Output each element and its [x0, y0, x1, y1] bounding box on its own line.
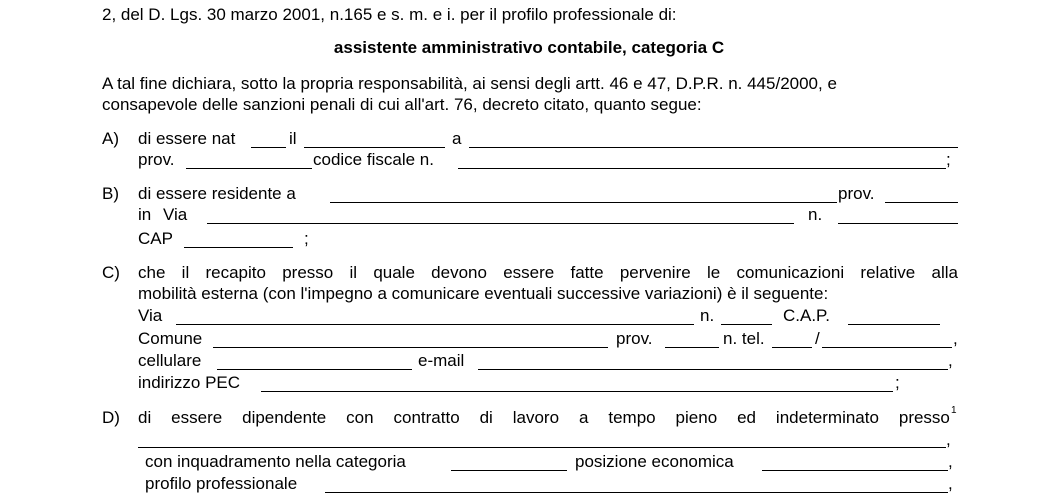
- employment-line-1-word: indeterminato: [775, 408, 879, 427]
- birth-prov-field[interactable]: [186, 168, 312, 169]
- birth-prov-label: prov.: [138, 150, 175, 169]
- contact-email-label: e-mail: [418, 351, 465, 370]
- employment-line-1-word: presso: [898, 408, 950, 427]
- birth-place-field[interactable]: [469, 147, 958, 148]
- birth-date-label: il: [289, 129, 297, 148]
- employer-comma: ,: [946, 430, 951, 449]
- contact-mobile-label: cellulare: [138, 351, 202, 370]
- employment-line-1-word: lavoro: [512, 408, 560, 427]
- birth-date-field[interactable]: [304, 147, 445, 148]
- employment-line-1-word: tempo: [608, 408, 656, 427]
- contact-line-1-word: alla: [931, 263, 958, 282]
- economic-position-label: posizione economica: [575, 452, 734, 471]
- contact-line-1-word: presso: [282, 263, 334, 282]
- tax-code-field[interactable]: [458, 168, 946, 169]
- professional-profile-label: profilo professionale: [145, 474, 298, 493]
- profile-heading: assistente amministrativo contabile, categoria C: [333, 38, 725, 57]
- contact-prov-field[interactable]: [665, 347, 719, 348]
- contact-cap-label: C.A.P.: [783, 306, 830, 325]
- economic-position-field[interactable]: [762, 470, 948, 471]
- contact-number-field[interactable]: [721, 324, 772, 325]
- footnote-marker: 1: [951, 405, 957, 416]
- residence-cap-field[interactable]: [184, 247, 293, 248]
- contact-line-1: [138, 263, 958, 283]
- residence-label: di essere residente a: [138, 184, 296, 203]
- contact-line-1-word: essere: [503, 263, 555, 282]
- employment-line-1-word: pieno: [675, 408, 718, 427]
- contact-via-label: Via: [138, 306, 163, 325]
- contact-line-1-word: relative: [860, 263, 916, 282]
- contact-tel-number-field[interactable]: [822, 347, 952, 348]
- employment-line-1-word: dipendente: [242, 408, 327, 427]
- tax-code-label: codice fiscale n.: [313, 150, 434, 169]
- employment-line-1-word: contratto: [393, 408, 460, 427]
- contact-line-1-word: le: [706, 263, 721, 282]
- item-letter-d: D): [102, 408, 120, 427]
- contact-pec-label: indirizzo PEC: [138, 373, 241, 392]
- contact-line-1-word: recapito: [205, 263, 266, 282]
- item-a-end: ;: [946, 150, 951, 169]
- residence-prov-label: prov.: [838, 184, 875, 203]
- professional-profile-comma: ,: [948, 474, 953, 493]
- employer-field[interactable]: [138, 447, 946, 448]
- residence-city-field[interactable]: [330, 202, 837, 203]
- employment-line-1-word: di: [479, 408, 493, 427]
- category-label: con inquadramento nella categoria: [145, 452, 406, 471]
- contact-line-1-word: fatte: [570, 263, 604, 282]
- professional-profile-field[interactable]: [325, 492, 948, 493]
- contact-line-1-word: il: [349, 263, 358, 282]
- contact-pec-field[interactable]: [261, 391, 893, 392]
- contact-cap-field[interactable]: [848, 324, 940, 325]
- employment-line-1-word: a: [578, 408, 589, 427]
- contact-line-1-word: devono: [431, 263, 487, 282]
- birth-label: di essere nat: [138, 129, 236, 148]
- residence-number-field[interactable]: [838, 223, 958, 224]
- contact-prov-label: prov.: [616, 329, 653, 348]
- employment-line-1-word: essere: [171, 408, 223, 427]
- contact-email-field[interactable]: [478, 369, 948, 370]
- contact-line-1-word: quale: [373, 263, 415, 282]
- gender-suffix-field[interactable]: [251, 147, 286, 148]
- contact-tel-comma: ,: [953, 329, 958, 348]
- contact-mobile-field[interactable]: [217, 369, 412, 370]
- employment-line-1-word: di: [138, 408, 152, 427]
- residence-number-label: n.: [808, 205, 823, 224]
- declaration-line-1: A tal fine dichiara, sotto la propria responsabilità, ai sensi degli artt. 46 e 47, D.P.R. n. 445/2000, e: [102, 74, 837, 93]
- contact-email-comma: ,: [948, 351, 953, 370]
- employment-line-1: [138, 408, 950, 428]
- category-field[interactable]: [451, 470, 567, 471]
- item-letter-b: B): [102, 184, 119, 203]
- item-c-end: ;: [895, 373, 900, 392]
- item-letter-a: A): [102, 129, 119, 148]
- contact-comune-field[interactable]: [213, 347, 608, 348]
- contact-line-2: mobilità esterna (con l'impegno a comunicare eventuali successive variazioni) è il seguente:: [138, 284, 829, 303]
- contact-line-1-word: pervenire: [619, 263, 691, 282]
- contact-street-field[interactable]: [176, 324, 694, 325]
- residence-prov-field[interactable]: [885, 202, 958, 203]
- contact-tel-slash: /: [815, 329, 820, 348]
- residence-street-field[interactable]: [207, 223, 794, 224]
- contact-line-1-word: il: [181, 263, 190, 282]
- contact-comune-label: Comune: [138, 329, 203, 348]
- contact-line-1-word: che: [138, 263, 166, 282]
- contact-tel-prefix-field[interactable]: [772, 347, 812, 348]
- employment-line-1-word: con: [346, 408, 374, 427]
- economic-position-comma: ,: [948, 452, 953, 471]
- residence-cap-label: CAP: [138, 229, 173, 248]
- contact-number-label: n.: [700, 306, 715, 325]
- employment-line-1-word: ed: [737, 408, 756, 427]
- residence-in-label: in: [138, 205, 152, 224]
- declaration-line-2: consapevole delle sanzioni penali di cui all'art. 76, decreto citato, quanto segue:: [102, 95, 702, 114]
- top-line: 2, del D. Lgs. 30 marzo 2001, n.165 e s. m. e i. per il profilo professionale di:: [102, 5, 677, 24]
- item-letter-c: C): [102, 263, 120, 282]
- contact-tel-label: n. tel.: [723, 329, 765, 348]
- residence-via-label: Via: [163, 205, 188, 224]
- contact-line-1-word: comunicazioni: [736, 263, 845, 282]
- item-b-end: ;: [304, 229, 309, 248]
- birth-place-label: a: [452, 129, 462, 148]
